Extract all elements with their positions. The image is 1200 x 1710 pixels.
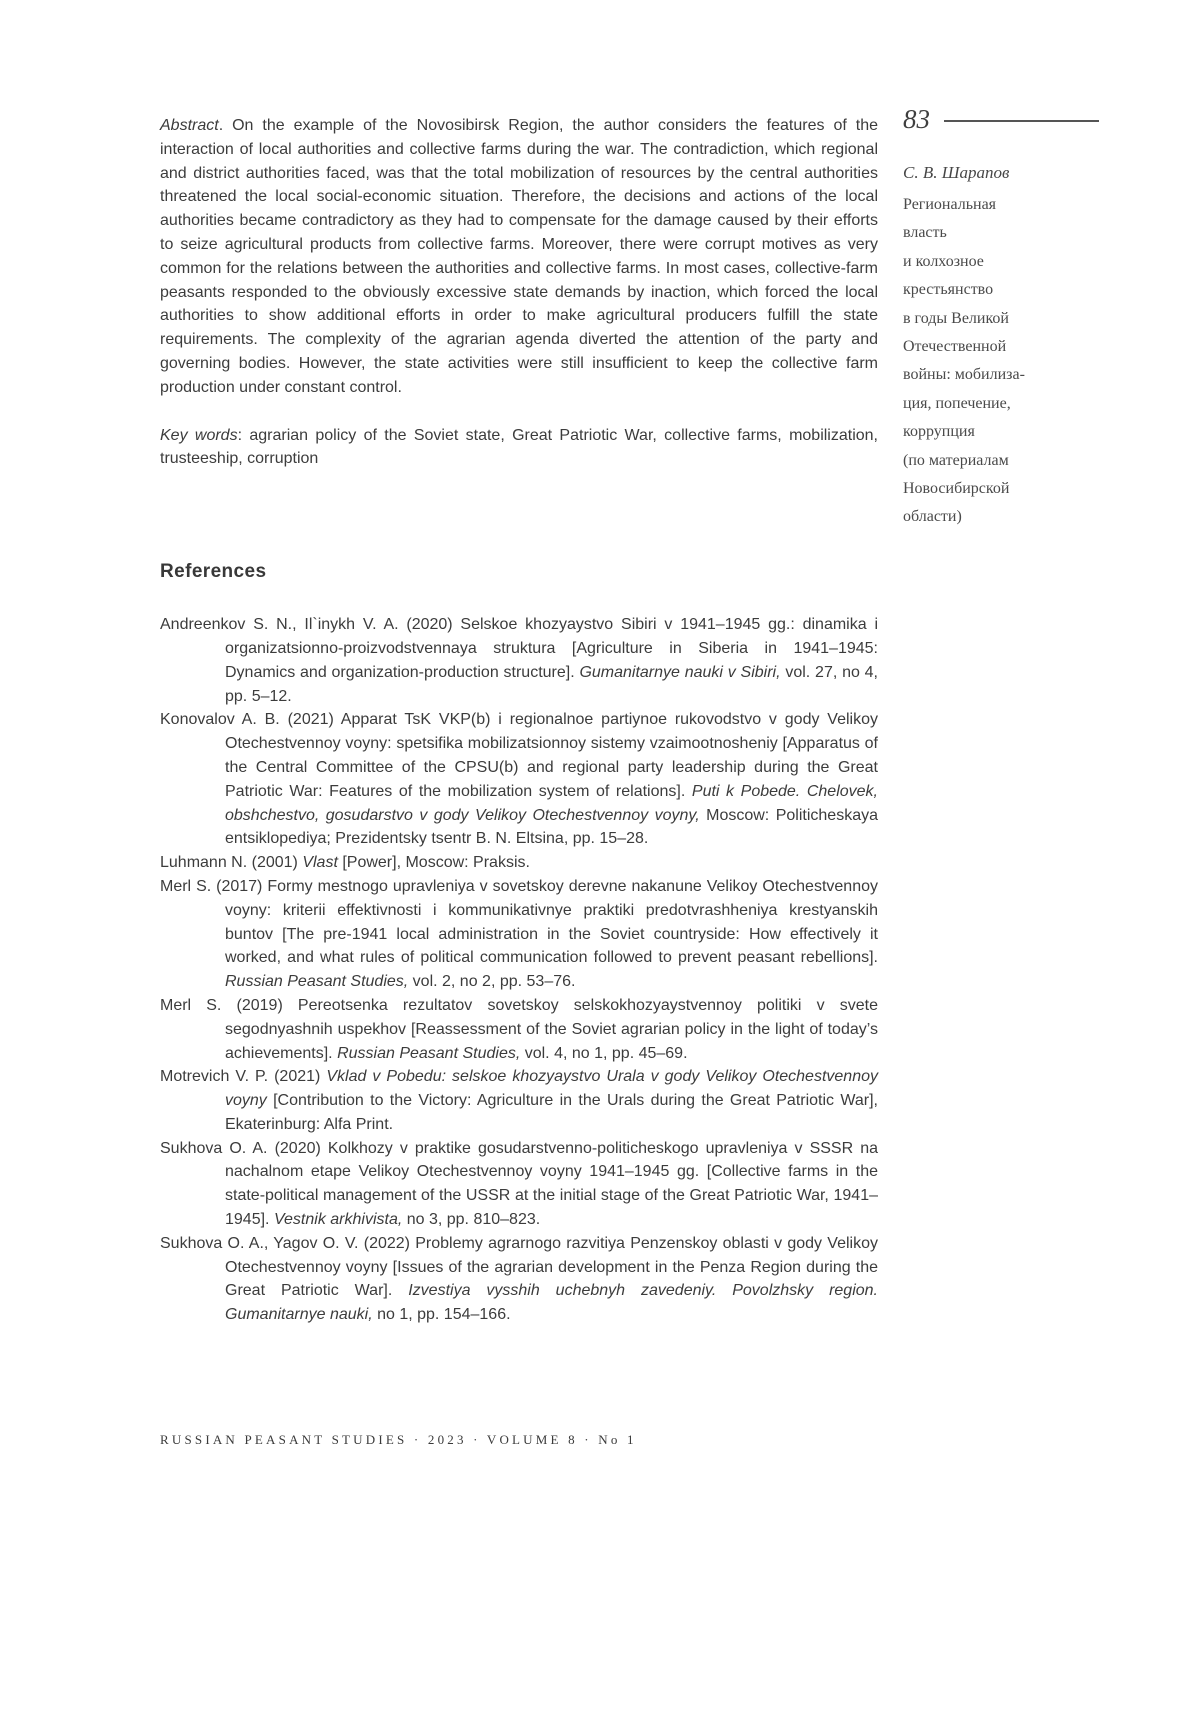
main-text-column [160, 114, 878, 1327]
reference-entry [160, 708, 878, 851]
references-heading: References [160, 561, 267, 583]
article-title-line: власть [903, 224, 947, 242]
keywords-text: : agrarian policy of the Soviet state, Great Patriotic War, collective farms, mobilization, trusteeship, corruption [160, 426, 878, 468]
reference-text-part: Sukhova O. A., Yagov O. V. (2022) Problemy agrarnogo razvitiya Penzenskoy oblasti v gody Velikoy Otechestvennoy voyny [Issues of the agrarian development in the Penza Region during the Great Patriotic War]. [160, 1234, 878, 1300]
article-title-line: коррупция [903, 423, 975, 441]
reference-entry [160, 1137, 878, 1232]
reference-text-part: Moscow: Politicheskaya entsiklopediya; Prezidentsky tsentr B. N. Eltsina, pp. 15–28. [225, 806, 878, 848]
reference-entry [160, 851, 878, 875]
reference-text-part: Gumanitarnye nauki v Sibiri, [579, 663, 781, 681]
reference-text-part: Russian Peasant Studies, [225, 973, 409, 991]
journal-footer: RUSSIAN PEASANT STUDIES · 2023 · VOLUME 8 · No 1 [160, 1432, 637, 1447]
reference-text-part: vol. 4, no 1, pp. 45–69. [520, 1044, 688, 1062]
article-title-line: крестьянство [903, 281, 994, 299]
article-title-line: Новосибирской [903, 480, 1010, 498]
reference-text-part: Puti k Pobede. Chelovek, obshchestvo, gosudarstvo v gody Velikoy Otechestvennoy voyny, [225, 782, 878, 824]
article-title-line: в годы Великой [903, 309, 1009, 327]
reference-text-part: [Power], Moscow: Praksis. [337, 854, 530, 872]
article-title-line: Региональная [903, 196, 997, 213]
abstract-label: Abstract [160, 117, 219, 134]
reference-entry [160, 613, 878, 708]
author-name: С. В. Шарапов [903, 163, 1010, 182]
keywords-paragraph [160, 424, 878, 472]
article-title-line: (по материалам [903, 451, 1009, 469]
header-rule [944, 120, 1099, 122]
reference-text-part: Andreenkov S. N., Il`inykh V. A. (2020) Selskoe khozyaystvo Sibiri v 1941–1945 gg.: dinamika i organizatsionno-proizvodstvennaya struktura [Agriculture in Siberia in 1941–1945: Dynamics and organization-production structure]. [160, 616, 878, 681]
article-title-line: войны: мобилиза- [903, 366, 1025, 384]
reference-text-part: Izvestiya vysshih uchebnyh zavedeniy. Povolzhsky region. Gumanitarnye nauki, [225, 1282, 879, 1324]
reference-text-part: Luhmann N. (2001) [160, 854, 303, 872]
article-title-line: ция, попечение, [903, 394, 1011, 412]
sidebar [903, 106, 1099, 532]
reference-text-part: Merl S. (2017) Formy mestnogo upravleniya v sovetskoy derevne nakanune Velikoy Otechestvennoy voyny: kriterii effektivnosti i kommunikativnye praktiki predotvrashheniya krestyanskih buntov [The pre-1941 local administration in the Soviet countryside: How effectively it worked, and what rules of political communication followed to prevent peasant rebellions]. [160, 877, 878, 967]
article-title-line: области) [903, 508, 962, 526]
article-title-sidebar [903, 191, 1099, 532]
reference-text-part: Vklad v Pobedu: selskoe khozyaystvo Urala v gody Velikoy Otechestvennoy voyny [225, 1068, 878, 1110]
reference-text-part: no 3, pp. 810–823. [402, 1211, 541, 1229]
reference-text-part: no 1, pp. 154–166. [372, 1306, 511, 1324]
reference-entry [160, 875, 878, 994]
reference-text-part: Konovalov A. B. (2021) Apparat TsK VKP(b) i regionalnoe partiynoe rukovodstvo v gody Velikoy Otechestvennoy voyny: spetsifika mobilizatsionnoy sistemy vzaimootnosheniy [Apparatus of the Central Committee of the CPSU(b) and regional party leadership during the Great Patriotic War: Features of the mobilization system of relations]. [160, 711, 878, 800]
reference-text-part: vol. 27, no 4, pp. 5–12. [225, 663, 878, 705]
abstract-paragraph [160, 114, 878, 400]
abstract-text: . On the example of the Novosibirsk Region, the author considers the features of the interaction of local authorities and collective farms during the war. The contradiction, which regional and district authorities faced, was that the total mobilization of resources by the central authorities threatened the local social-economic situation. Therefore, the decisions and actions of the local authorities became contradictory as they had to compensate for the damage caused by their efforts to seize agricultural products from collective farms. Moreover, there were corrupt motives as very common for the relations between the authorities and collective farms. In most cases, collective-farm peasants responded to the obviously excessive state demands by inaction, which forced the local authorities to show additional efforts in order to make agricultural producers fulfill the state requirements. The complexity of the agrarian agenda diverted the attention of the party and governing bodies. However, the state activities were still insufficient to keep the collective farm production under constant control. [160, 117, 878, 396]
reference-text-part: vol. 2, no 2, pp. 53–76. [408, 973, 576, 991]
reference-text-part: Russian Peasant Studies, [337, 1044, 521, 1062]
article-title-line: Отечественной [903, 338, 1007, 356]
reference-text-part: [Contribution to the Victory: Agriculture in the Urals during the Great Patriotic War], Ekaterinburg: Alfa Print. [225, 1092, 878, 1133]
reference-text-part: Sukhova O. A. (2020) Kolkhozy v praktike gosudarstvenno-politicheskogo upravleniya v SSSR na nachalnom etape Velikoy Otechestvennoy voyny 1941–1945 gg. [Collective farms in the state-political management of the USSR at the initial stage of the Great Patriotic War, 1941–1945]. [160, 1139, 878, 1229]
page-header-row [903, 106, 1099, 133]
reference-text-part: Merl S. (2019) Pereotsenka rezultatov sovetskoy selskokhozyaystvennoy politiki v svete segodnyashnih uspekhov [Reassessment of the Soviet agrarian policy in the light of today’s achievements]. [160, 996, 878, 1062]
reference-text-part: Motrevich V. P. (2021) [160, 1068, 327, 1086]
reference-entry [160, 1065, 878, 1136]
references-list [160, 613, 878, 1327]
page-number: 83 [903, 104, 930, 134]
reference-entry [160, 1232, 878, 1327]
reference-text-part: Vestnik arkhivista, [273, 1211, 403, 1229]
keywords-label: Key words [160, 426, 238, 444]
reference-entry [160, 994, 878, 1065]
reference-text-part: Vlast [302, 854, 338, 872]
article-title-line: и колхозное [903, 252, 984, 270]
